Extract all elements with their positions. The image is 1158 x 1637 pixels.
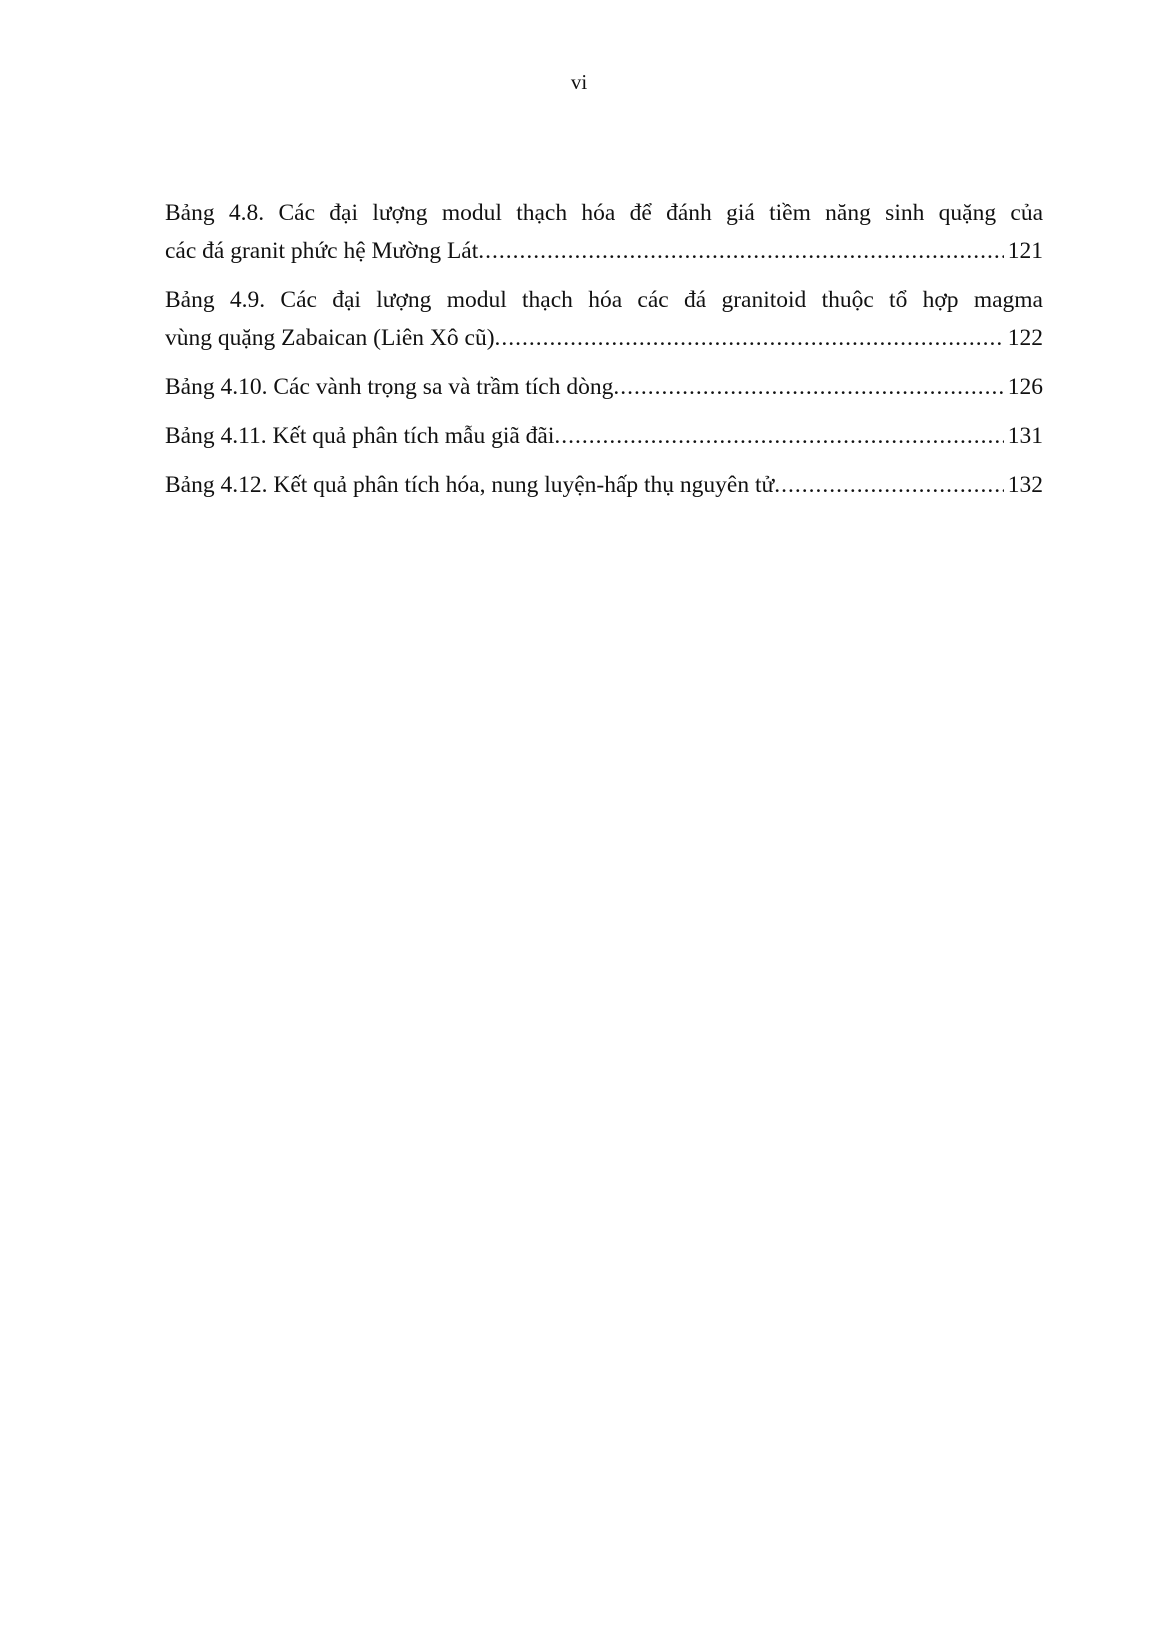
table-of-contents (165, 194, 1043, 515)
toc-page-number: 132 (1007, 472, 1043, 498)
toc-page-number: 131 (1007, 423, 1043, 449)
toc-entry-title: Bảng 4.8. Các đại lượng modul thạch hóa để đánh giá tiềm năng sinh quặng của (165, 200, 1043, 226)
toc-entry-4-8[interactable] (165, 194, 1043, 270)
toc-entry-4-9[interactable] (165, 281, 1043, 357)
toc-page-number: 121 (1007, 238, 1043, 264)
toc-entry-title: Bảng 4.12. Kết quả phân tích hóa, nung luyện-hấp thụ nguyên tử (165, 472, 775, 498)
dot-leader (478, 232, 1003, 270)
toc-entry-title: Bảng 4.9. Các đại lượng modul thạch hóa các đá granitoid thuộc tổ hợp magma (165, 287, 1043, 313)
dot-leader (495, 319, 1004, 357)
dot-leader (774, 466, 1003, 504)
toc-entry-4-10[interactable] (165, 368, 1043, 406)
toc-entry-title: Bảng 4.11. Kết quả phân tích mẫu giã đãi (165, 423, 555, 449)
page-number: vi (570, 70, 588, 94)
dot-leader (613, 368, 1003, 406)
toc-page-number: 122 (1007, 325, 1043, 351)
toc-page-number: 126 (1007, 374, 1043, 400)
toc-entry-title-continued: các đá granit phức hệ Mường Lát (165, 238, 479, 264)
toc-entry-4-12[interactable] (165, 466, 1043, 504)
toc-entry-4-11[interactable] (165, 417, 1043, 455)
toc-entry-title: Bảng 4.10. Các vành trọng sa và trầm tích dòng (165, 374, 614, 400)
toc-entry-title-continued: vùng quặng Zabaican (Liên Xô cũ) (165, 325, 495, 351)
dot-leader (554, 417, 1003, 455)
